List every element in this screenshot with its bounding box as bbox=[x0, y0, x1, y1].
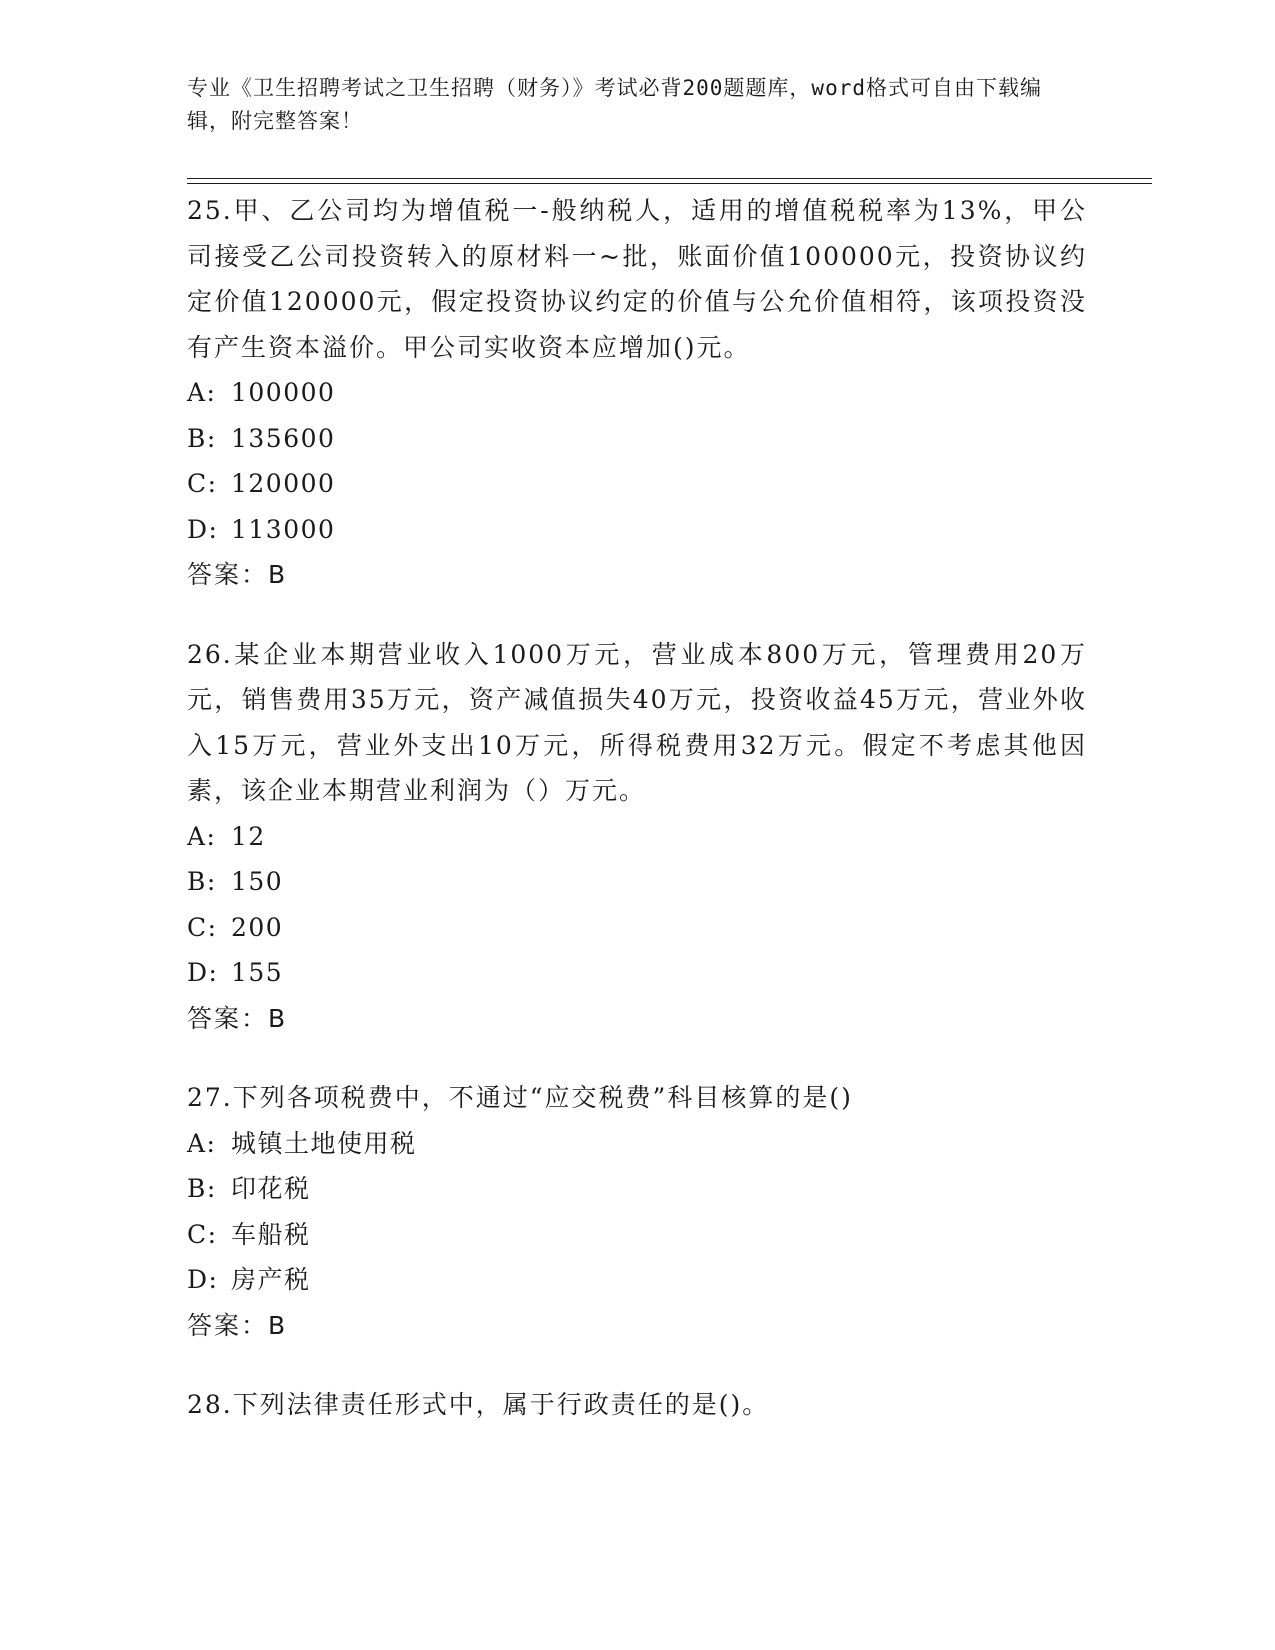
answer-line: 答案：B bbox=[187, 560, 288, 589]
option-value: 150 bbox=[231, 867, 284, 896]
option-value: 155 bbox=[231, 958, 284, 987]
option-b bbox=[187, 1166, 1087, 1212]
option-letter: A: bbox=[187, 821, 217, 851]
question-text: 26.某企业本期营业收入1000万元，营业成本800万元，管理费用20万元，销售费用35万元，资产减值损失40万元，投资收益45万元，营业外收入15万元，营业外支出10万元，所得税费用32万元。假定不考虑其他因素，该企业本期营业利润为（）万元。 bbox=[187, 639, 1087, 805]
option-letter: C: bbox=[187, 469, 218, 498]
header-divider-top bbox=[187, 178, 1152, 179]
question-text: 27.下列各项税费中，不通过“应交税费”科目核算的是() bbox=[187, 1083, 853, 1112]
option-a bbox=[187, 1121, 1087, 1167]
question-28 bbox=[187, 1382, 1087, 1428]
option-d bbox=[187, 507, 1087, 553]
option-list bbox=[187, 370, 1087, 552]
option-d bbox=[187, 950, 1087, 996]
option-value: 100000 bbox=[231, 378, 336, 407]
option-d bbox=[187, 1257, 1087, 1303]
option-letter: B: bbox=[187, 1174, 217, 1203]
option-letter: D: bbox=[187, 514, 219, 544]
question-list bbox=[187, 188, 1087, 1462]
answer-line: 答案：B bbox=[187, 1003, 288, 1033]
option-letter: B: bbox=[187, 867, 217, 896]
option-b bbox=[187, 416, 1087, 462]
option-value: 城镇土地使用税 bbox=[231, 1128, 417, 1158]
option-c bbox=[187, 1212, 1087, 1258]
option-letter: A: bbox=[187, 378, 217, 407]
option-value: 12 bbox=[231, 821, 266, 851]
option-list bbox=[187, 1121, 1087, 1303]
option-c bbox=[187, 461, 1087, 507]
document-header: 专业《卫生招聘考试之卫生招聘（财务）》考试必背200题题库，word格式可自由下载编辑，附完整答案！ bbox=[187, 76, 1042, 133]
option-value: 印花税 bbox=[231, 1174, 311, 1203]
question-25 bbox=[187, 188, 1087, 598]
option-value: 120000 bbox=[231, 469, 336, 498]
question-26 bbox=[187, 632, 1087, 1042]
question-text: 25.甲、乙公司均为增值税一-般纳税人，适用的增值税税率为13%，甲公司接受乙公司投资转入的原材料一~批，账面价值100000元，投资协议约定价值120000元，假定投资协议约定的价值与公允价值相符，该项投资没有产生资本溢价。甲公司实收资本应增加()元。 bbox=[187, 196, 1087, 362]
option-list bbox=[187, 814, 1087, 996]
option-letter: D: bbox=[187, 1265, 219, 1294]
question-text: 28.下列法律责任形式中，属于行政责任的是()。 bbox=[187, 1390, 770, 1419]
option-letter: C: bbox=[187, 1219, 218, 1249]
option-value: 车船税 bbox=[231, 1219, 311, 1249]
option-letter: A: bbox=[187, 1128, 217, 1158]
option-letter: C: bbox=[187, 912, 218, 942]
option-letter: B: bbox=[187, 423, 217, 453]
option-a bbox=[187, 814, 1087, 860]
option-c bbox=[187, 905, 1087, 951]
option-value: 135600 bbox=[231, 423, 336, 453]
option-value: 113000 bbox=[231, 514, 336, 544]
question-27 bbox=[187, 1075, 1087, 1348]
header-divider-bottom bbox=[187, 183, 1152, 184]
option-value: 房产税 bbox=[231, 1265, 311, 1294]
option-value: 200 bbox=[231, 912, 284, 942]
option-letter: D: bbox=[187, 958, 219, 987]
option-b bbox=[187, 859, 1087, 905]
answer-line: 答案：B bbox=[187, 1310, 288, 1340]
option-a bbox=[187, 370, 1087, 416]
